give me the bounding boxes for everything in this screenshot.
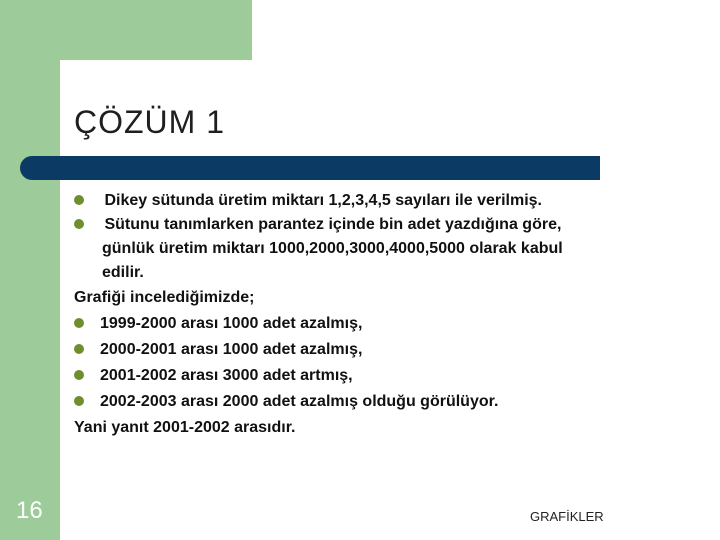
title-underline-bar <box>20 156 600 180</box>
slide-title: ÇÖZÜM 1 <box>74 104 225 140</box>
subheading: Grafiği incelediğimizde; <box>74 289 255 306</box>
page-number: 16 <box>16 497 43 524</box>
continuation-line: edilir. <box>102 264 144 281</box>
continuation-line: günlük üretim miktarı 1000,2000,3000,4000,5000 olarak kabul <box>102 240 563 257</box>
bullet-item <box>74 189 634 213</box>
bullet-text: Sütunu tanımlarken parantez içinde bin adet yazdığına göre, <box>100 216 562 233</box>
bullet-item <box>74 363 634 389</box>
bullet-dot-icon <box>74 396 84 406</box>
bullet-dot-icon <box>74 370 84 380</box>
bullet-dot-icon <box>74 344 84 354</box>
conclusion: Yani yanıt 2001-2002 arasıdır. <box>74 419 296 436</box>
top-green-block <box>60 0 252 60</box>
bullet-text: 2000-2001 arası 1000 adet azalmış, <box>100 341 363 358</box>
slide-body <box>74 189 634 441</box>
bullet-item <box>74 389 634 415</box>
bullet-text: 1999-2000 arası 1000 adet azalmış, <box>100 315 363 332</box>
left-green-strip <box>0 0 60 540</box>
bullet-dot-icon <box>74 318 84 328</box>
bullet-item <box>74 213 634 237</box>
bullet-item <box>74 311 634 337</box>
bullet-dot-icon <box>74 219 84 229</box>
bullet-item <box>74 337 634 363</box>
bullet-text: 2001-2002 arası 3000 adet artmış, <box>100 367 353 384</box>
bullet-text: Dikey sütunda üretim miktarı 1,2,3,4,5 sayıları ile verilmiş. <box>100 192 542 209</box>
footer-label: GRAFİKLER <box>530 509 604 524</box>
bullet-dot-icon <box>74 195 84 205</box>
bullet-text: 2002-2003 arası 2000 adet azalmış olduğu görülüyor. <box>100 393 499 410</box>
